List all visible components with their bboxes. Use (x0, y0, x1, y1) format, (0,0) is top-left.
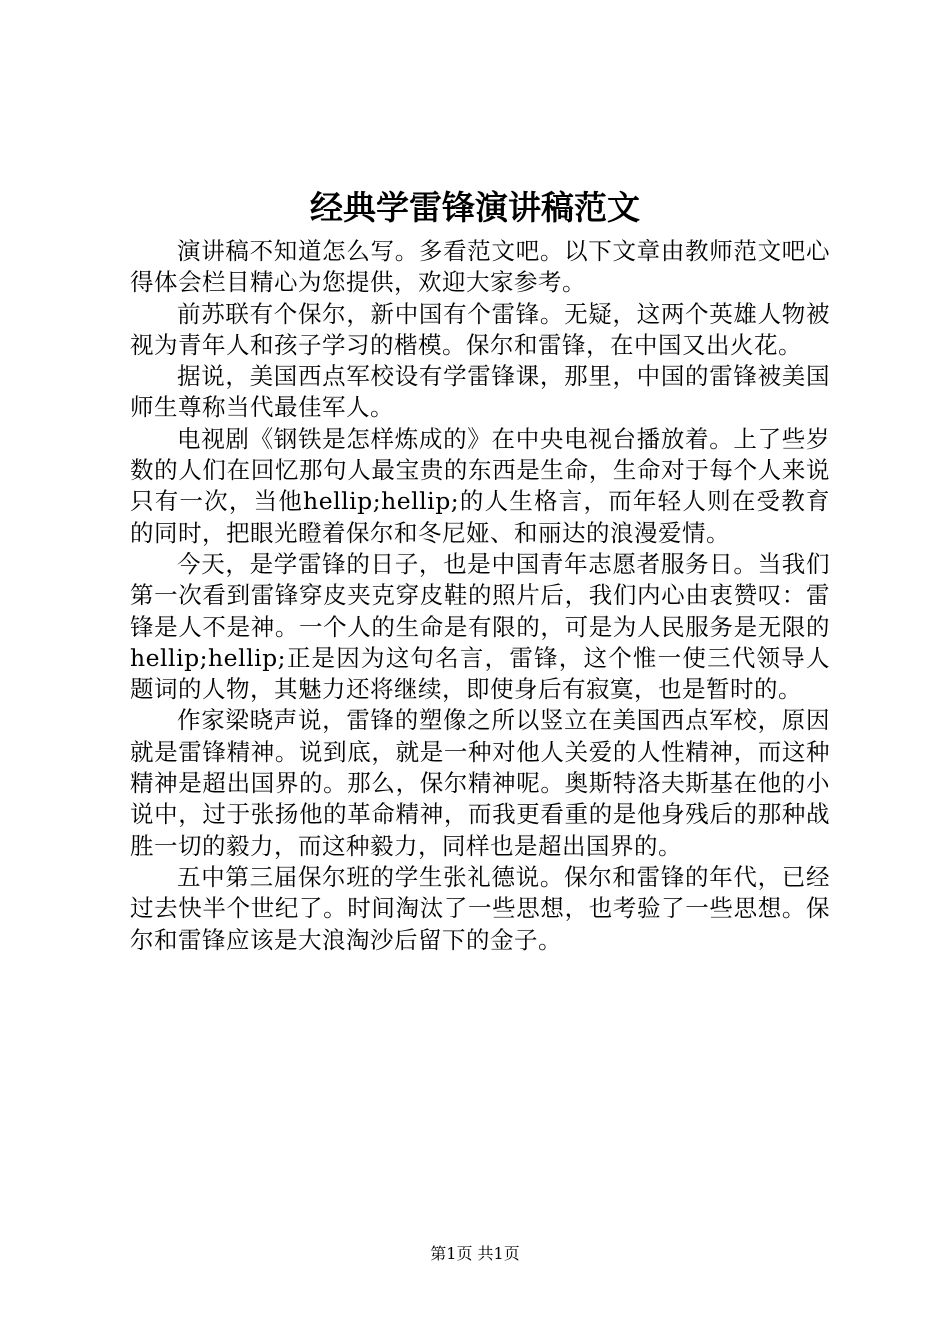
paragraph: 前苏联有个保尔，新中国有个雷锋。无疑，这两个英雄人物被视为青年人和孩子学习的楷模。保尔和雷锋，在中国又出火花。 (130, 299, 830, 359)
paragraph: 电视剧《钢铁是怎样炼成的》在中央电视台播放着。上了些岁数的人们在回忆那句人最宝贵的东西是生命，生命对于每个人来说只有一次，当他hellip;hellip;的人生格言，而年轻人则在受教育的同时，把眼光瞪着保尔和冬尼娅、和丽达的浪漫爱情。 (130, 424, 830, 547)
paragraph: 演讲稿不知道怎么写。多看范文吧。以下文章由教师范文吧心得体会栏目精心为您提供，欢迎大家参考。 (130, 237, 830, 297)
paragraph: 今天，是学雷锋的日子，也是中国青年志愿者服务日。当我们第一次看到雷锋穿皮夹克穿皮鞋的照片后，我们内心由衷赞叹：雷锋是人不是神。一个人的生命是有限的，可是为人民服务是无限的hellip;hellip;正是因为这句名言，雷锋，这个惟一使三代领导人题词的人物，其魅力还将继续，即使身后有寂寞，也是暂时的。 (130, 549, 830, 704)
paragraph: 据说，美国西点军校设有学雷锋课，那里，中国的雷锋被美国师生尊称当代最佳军人。 (130, 362, 830, 422)
paragraph: 作家梁晓声说，雷锋的塑像之所以竖立在美国西点军校，原因就是雷锋精神。说到底，就是一种对他人关爱的人性精神，而这种精神是超出国界的。那么，保尔精神呢。奥斯特洛夫斯基在他的小说中，过于张扬他的革命精神，而我更看重的是他身残后的那种战胜一切的毅力，而这种毅力，同样也是超出国界的。 (130, 706, 830, 860)
document-title: 经典学雷锋演讲稿范文 (310, 188, 640, 227)
document-body (130, 236, 830, 956)
page-number-footer: 第1页 共1页 (430, 1244, 520, 1263)
paragraph: 五中第三届保尔班的学生张礼德说。保尔和雷锋的年代，已经过去快半个世纪了。时间淘汰了一些思想，也考验了一些思想。保尔和雷锋应该是大浪淘沙后留下的金子。 (130, 862, 830, 954)
